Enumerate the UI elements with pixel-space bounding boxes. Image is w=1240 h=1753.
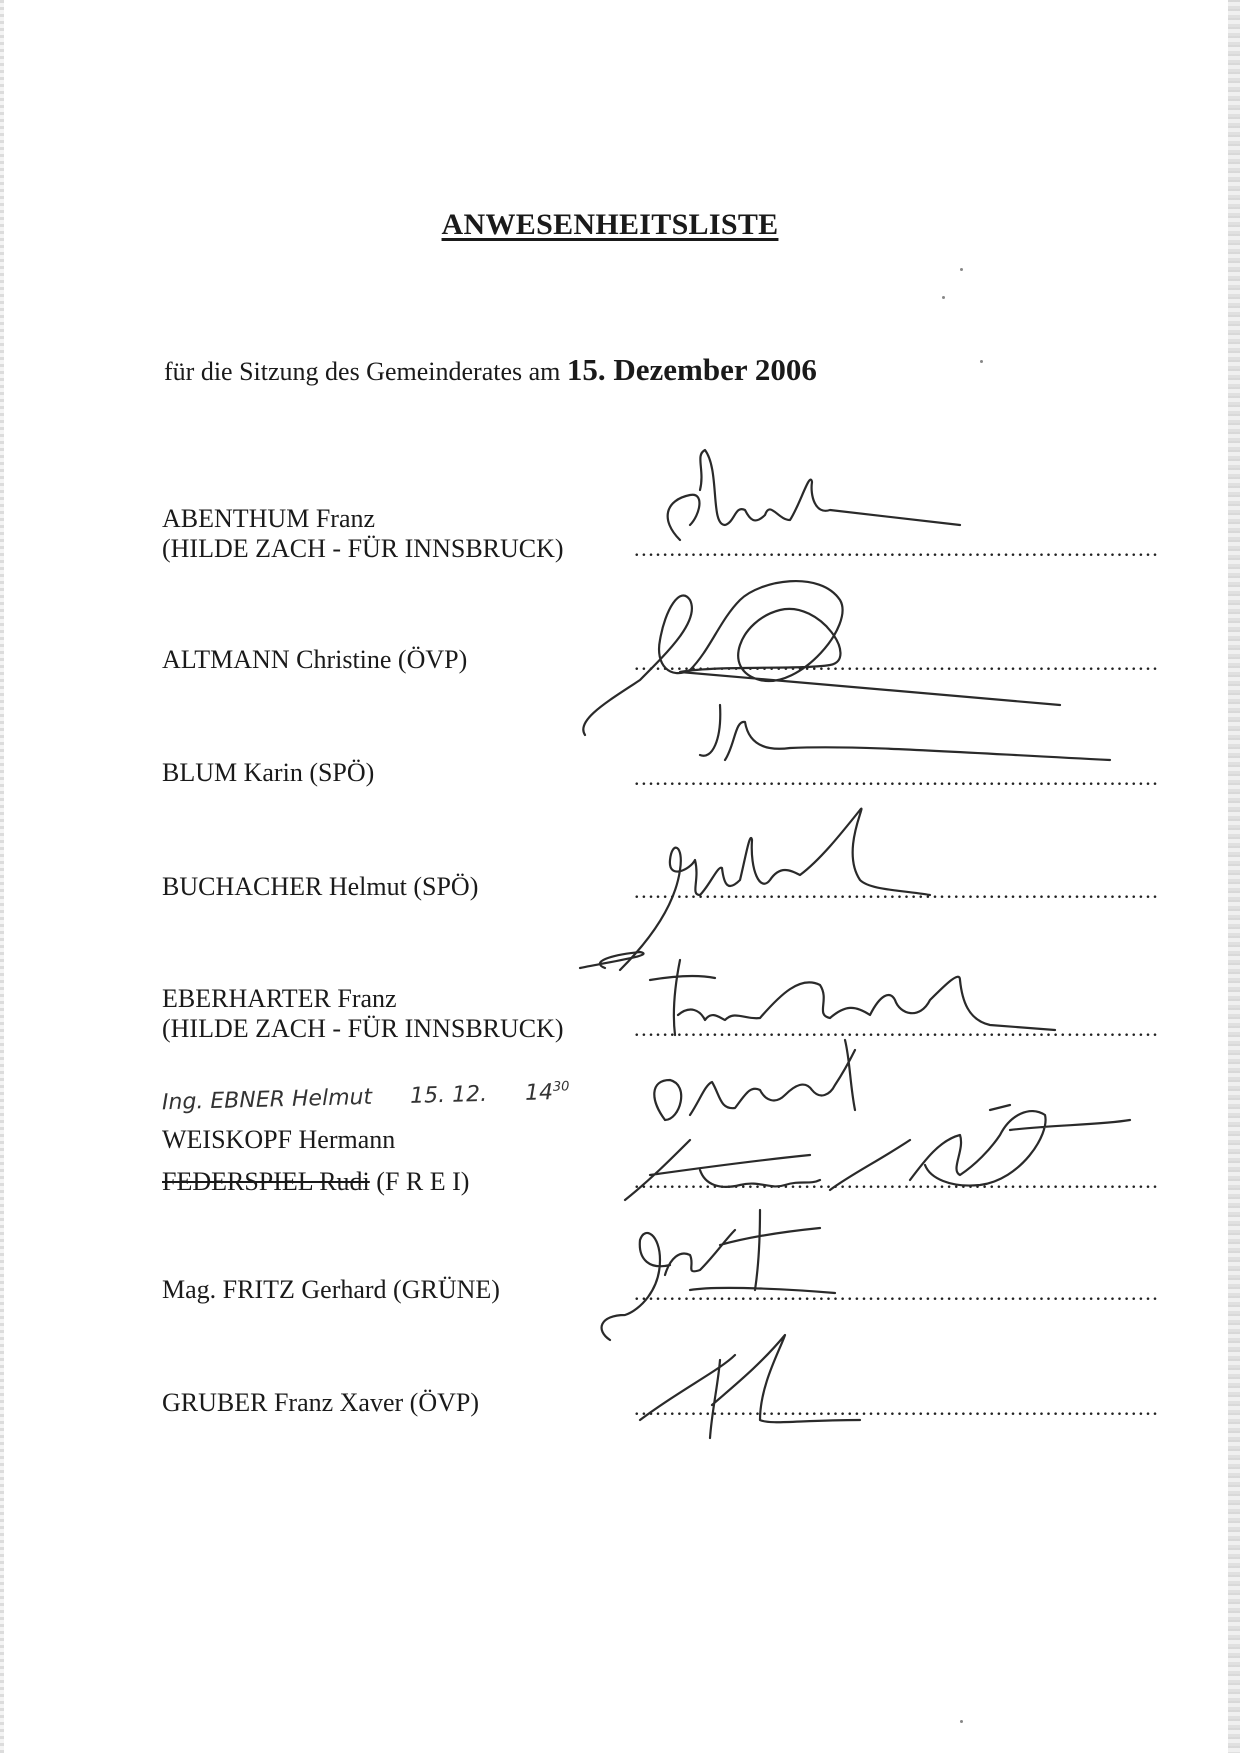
handwritten-note [162, 1079, 570, 1115]
signature-gruber [640, 1335, 860, 1438]
note-name: Ing. EBNER Helmut [161, 1084, 373, 1116]
member-name: BLUM Karin (SPÖ) [162, 758, 375, 787]
signature-line: .......................................................................... [634, 1395, 1160, 1420]
member-entry [162, 758, 374, 788]
signature-blum [700, 705, 1110, 760]
scan-speck [960, 268, 963, 271]
member-name: BUCHACHER Helmut (SPÖ) [162, 872, 479, 901]
note-time-minutes: 30 [552, 1079, 570, 1095]
member-entry [162, 504, 564, 564]
member-party: (HILDE ZACH - FÜR INNSBRUCK) [162, 534, 564, 563]
signature-ebner [654, 1040, 855, 1120]
member-entry [162, 1125, 469, 1197]
meeting-intro [164, 352, 817, 388]
note-time: 14 [524, 1080, 554, 1106]
signature-line: .......................................................................... [634, 650, 1160, 675]
member-name: Mag. FRITZ Gerhard (GRÜNE) [162, 1275, 500, 1304]
signature-line: .......................................................................... [634, 1016, 1160, 1041]
signature-line: .......................................................................... [634, 536, 1160, 561]
signature-abenthum [668, 450, 960, 540]
intro-text: für die Sitzung des Gemeinderates am [164, 357, 561, 386]
member-entry [162, 645, 467, 675]
meeting-date: 15. Dezember 2006 [566, 352, 817, 387]
member-name: ALTMANN Christine (ÖVP) [162, 645, 468, 674]
member-entry [162, 984, 564, 1044]
member-party: (HILDE ZACH - FÜR INNSBRUCK) [162, 1014, 564, 1043]
member-name: EBERHARTER Franz [162, 984, 397, 1013]
member-party: (F R E I) [369, 1167, 470, 1196]
scan-speck [980, 360, 983, 363]
member-entry [162, 872, 478, 902]
document-title: ANWESENHEITSLISTE [441, 208, 779, 241]
member-party-line [162, 1167, 469, 1197]
note-date: 15. 12. [409, 1081, 488, 1109]
struck-name: FEDERSPIEL Rudi [162, 1167, 370, 1196]
member-entry [162, 1275, 500, 1305]
scan-speck [960, 1720, 963, 1723]
signature-line: .......................................................................... [634, 1168, 1160, 1193]
signature-line: .......................................................................... [634, 1280, 1160, 1305]
signature-line: .......................................................................... [634, 878, 1160, 903]
member-name: GRUBER Franz Xaver (ÖVP) [162, 1388, 480, 1417]
signature-line: .......................................................................... [634, 765, 1160, 790]
scan-speck [942, 296, 945, 299]
member-name: WEISKOPF Hermann [162, 1125, 396, 1154]
member-name: ABENTHUM Franz [162, 504, 376, 533]
member-entry [162, 1388, 479, 1418]
scan-edge-right [1228, 0, 1240, 1753]
scan-edge-left [0, 0, 4, 1753]
signature-fritz [602, 1210, 835, 1340]
